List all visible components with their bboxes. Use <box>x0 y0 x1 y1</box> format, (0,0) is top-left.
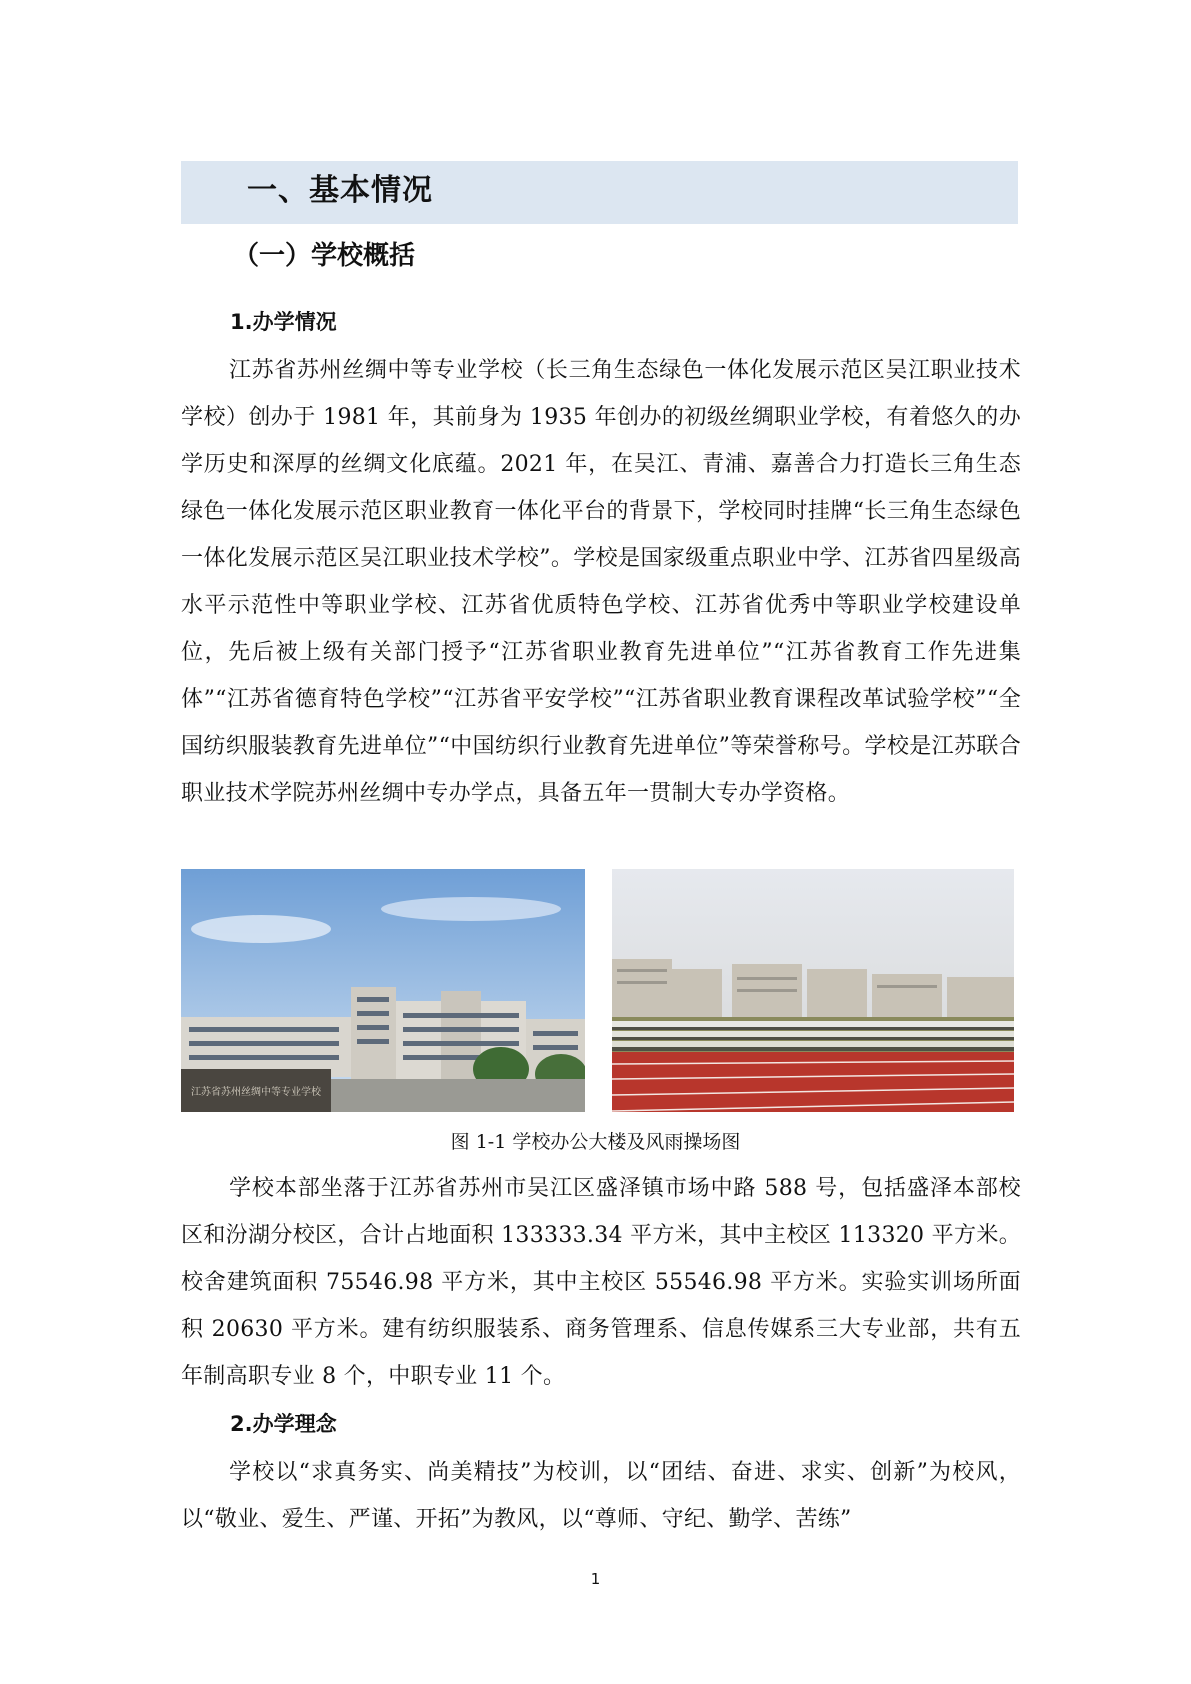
gate-sign-text: 江苏省苏州丝绸中等专业学校 <box>191 1087 321 1098</box>
sports-ground-photo <box>612 869 1014 1112</box>
page-number: 1 <box>590 1570 601 1588</box>
paragraph-campus-info: 学校本部坐落于江苏省苏州市吴江区盛泽镇市场中路 588 号，包括盛泽本部校区和汾湖分校区，合计占地面积 133333.34 平方米，其中主校区 113320 平方米。校舍建筑面积 75546.98 平方米，其中主校区 55546.98 平方米。实验实训场所面积 20630 平方米。建有纺织服装系、商务管理系、信息传媒系三大专业部，共有五年制高职专业 8 个，中职专业 11 个。 <box>181 1176 1021 1389</box>
heading-school-overview: 1.办学情况 <box>230 310 337 334</box>
subsection-title: （一）学校概括 <box>233 241 416 271</box>
office-building-photo <box>181 869 585 1112</box>
heading-school-philosophy: 2.办学理念 <box>230 1412 337 1436</box>
section-title: 一、基本情况 <box>247 173 433 208</box>
figure-caption: 图 1-1 学校办公大楼及风雨操场图 <box>450 1131 741 1153</box>
paragraph-school-overview: 江苏省苏州丝绸中等专业学校（长三角生态绿色一体化发展示范区吴江职业技术学校）创办于 1981 年，其前身为 1935 年创办的初级丝绸职业学校，有着悠久的办学历史和深厚的丝绸文化底蕴。2021 年，在吴江、青浦、嘉善合力打造长三角生态绿色一体化发展示范区职业教育一体化平台的背景下，学校同时挂牌“长三角生态绿色一体化发展示范区吴江职业技术学校”。学校是国家级重点职业中学、江苏省四星级高水平示范性中等职业学校、江苏省优质特色学校、江苏省优秀中等职业学校建设单位，先后被上级有关部门授予“江苏省职业教育先进单位”“江苏省教育工作先进集体”“江苏省德育特色学校”“江苏省平安学校”“江苏省职业教育课程改革试验学校”“全国纺织服装教育先进单位”“中国纺织行业教育先进单位”等荣誉称号。学校是江苏联合职业技术学院苏州丝绸中专办学点，具备五年一贯制大专办学资格。 <box>181 358 1021 806</box>
paragraph-school-philosophy: 学校以“求真务实、尚美精技”为校训，以“团结、奋进、求实、创新”为校风，以“敬业、爱生、严谨、开拓”为教风，以“尊师、守纪、勤学、苦练” <box>181 1460 1021 1532</box>
